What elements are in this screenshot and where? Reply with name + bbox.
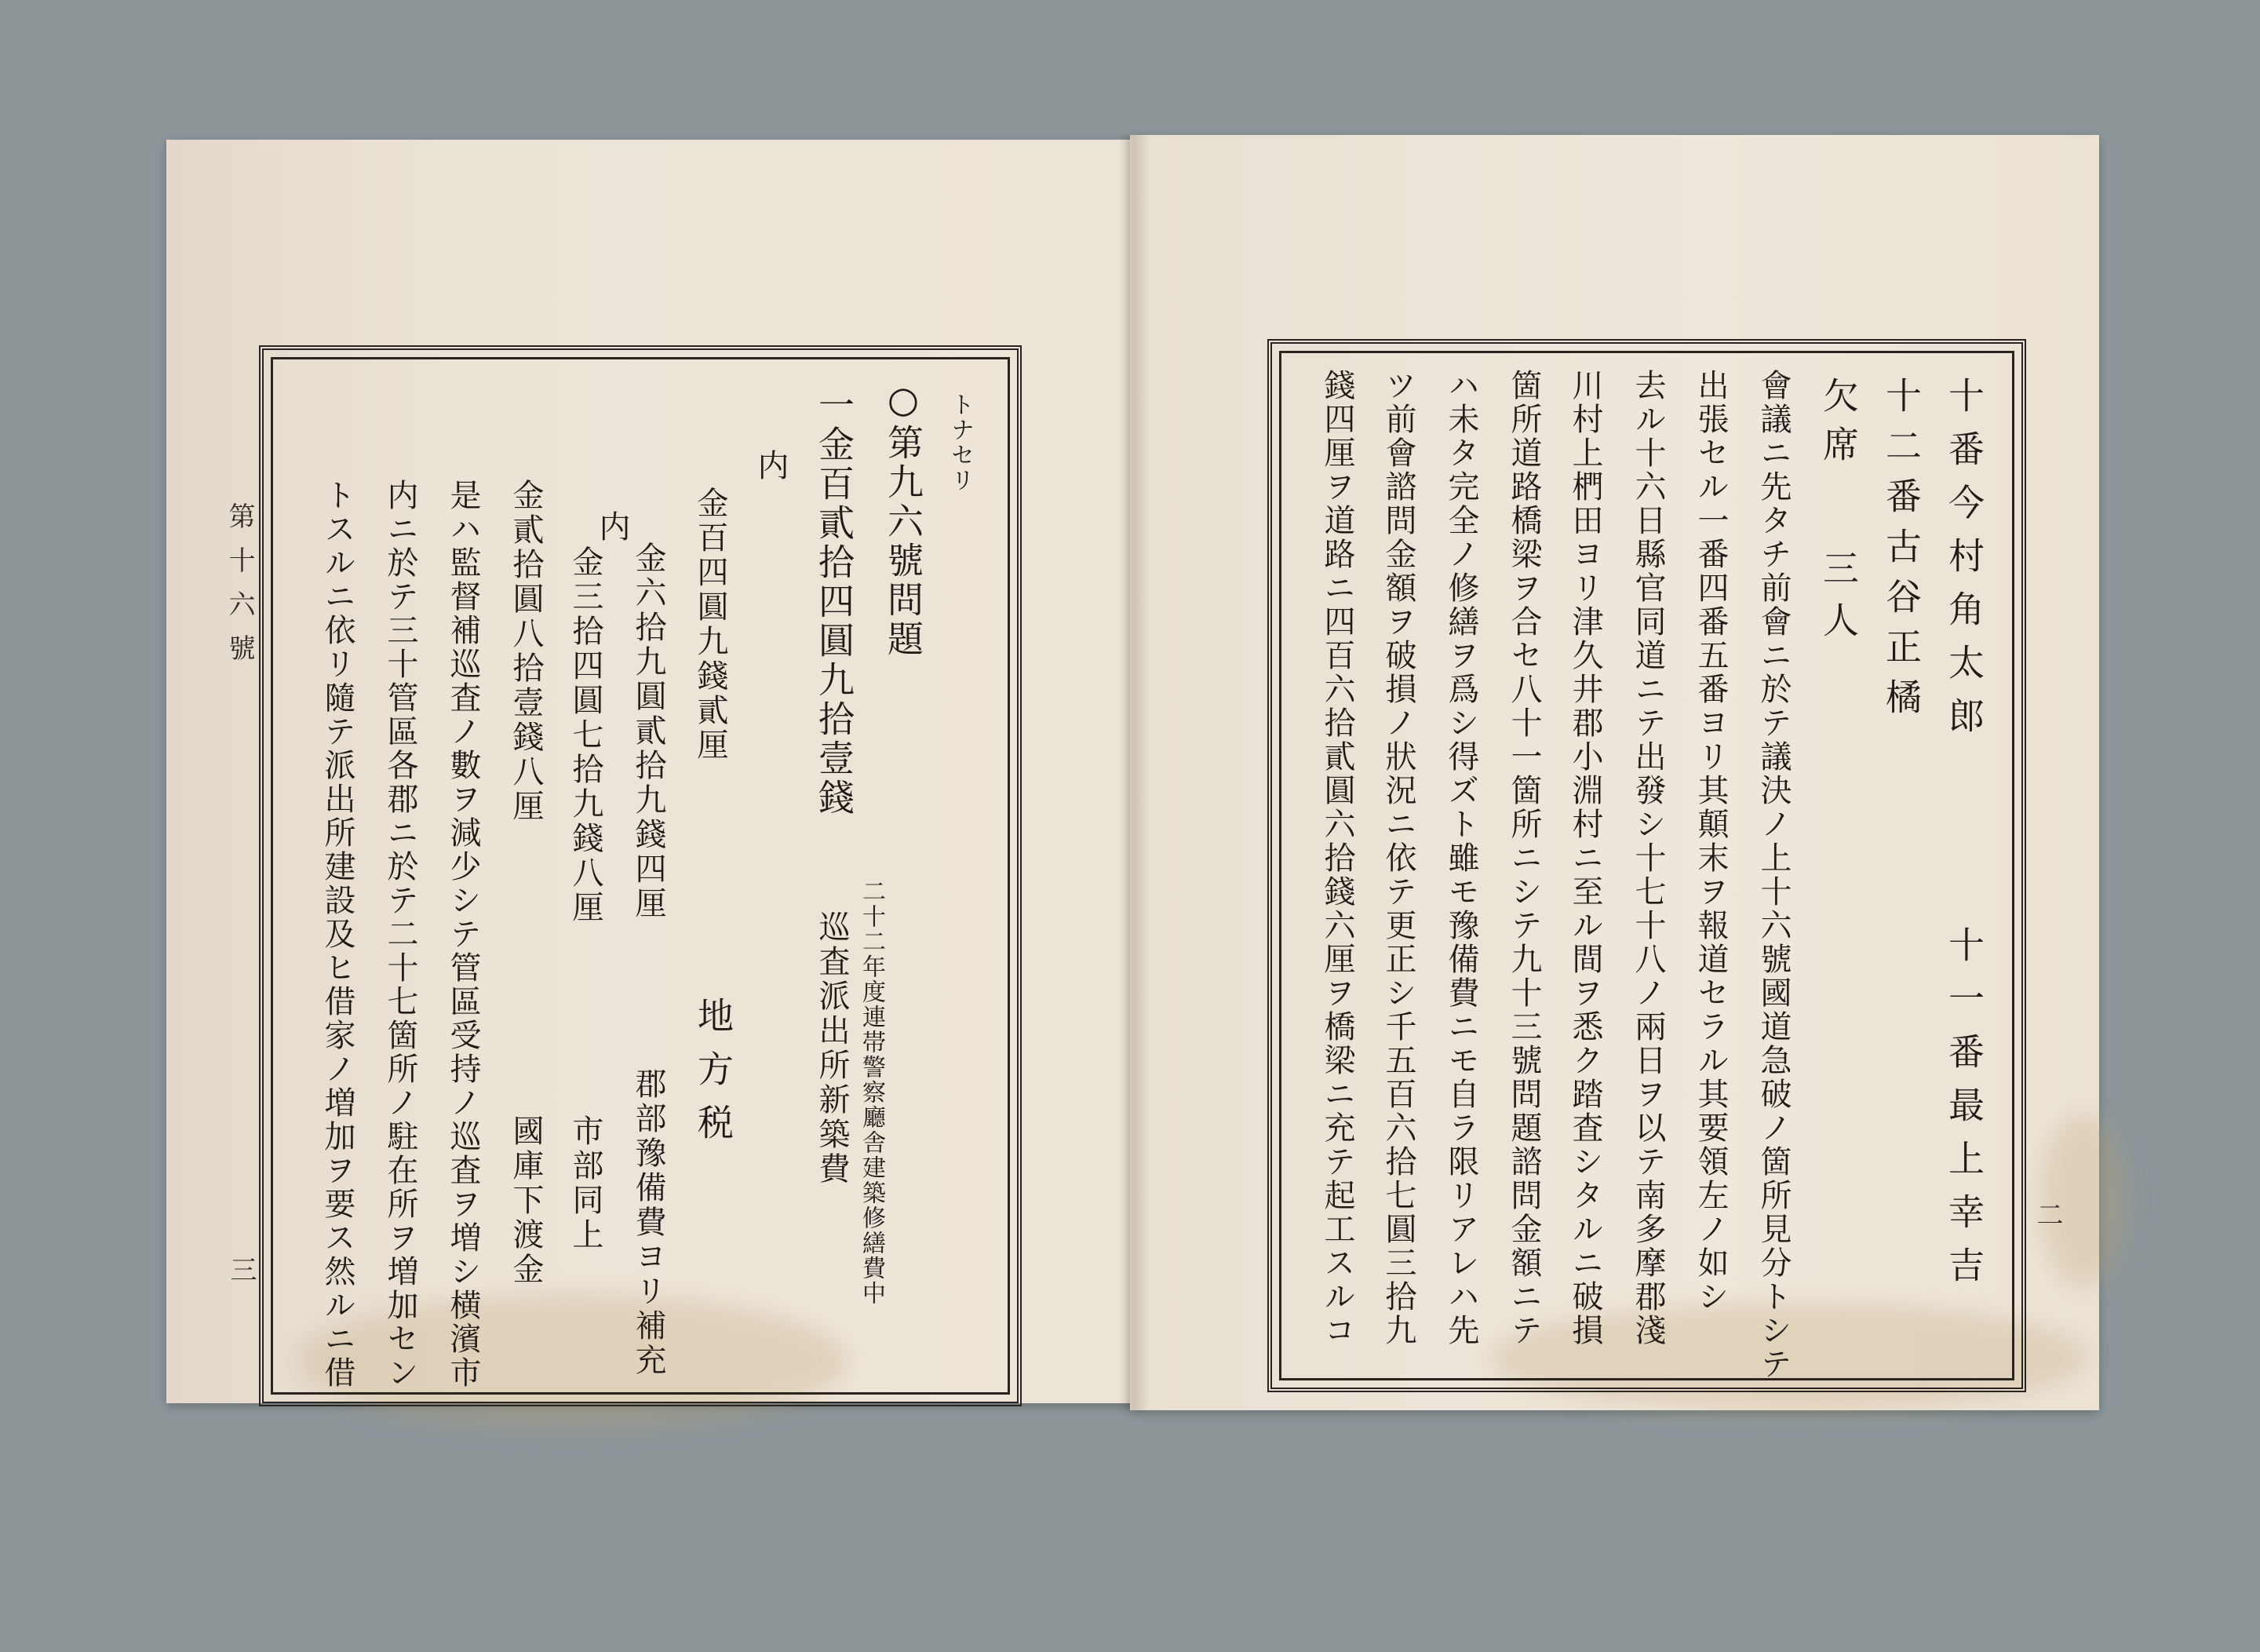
page-number: 三 (225, 1256, 257, 1285)
text-column: 郡部豫備費ヨリ補充 (630, 1067, 666, 1378)
text-column: 金貳拾圓八拾壹錢八厘 (508, 479, 544, 824)
absent-count: 三人 (1817, 549, 1860, 653)
text-column: 國庫下渡金 (508, 1114, 544, 1287)
text-column: 出張セル一番四番五番ヨリ其顛末ヲ報道セラル其要領左ノ如シ (1693, 369, 1729, 1314)
text-column: トスルニ依リ隨テ派出所建設及ヒ借家ノ増加ヲ要ス然ルニ借 (319, 479, 355, 1390)
text-column: 金六拾九圓貳拾九錢四厘 (630, 542, 666, 921)
text-column: 錢四厘ヲ道路ニ四百六拾貳圓六拾錢六厘ヲ橋梁ニ充テ起工スルコ (1319, 369, 1355, 1347)
text-column: 市部同上 (567, 1114, 603, 1253)
text-column: 内ニ於テ三十管區各郡ニ於テ二十七箇所ノ駐在所ヲ増加セン (382, 479, 418, 1390)
text-column: 川村上椚田ヨリ津久井郡小淵村ニ至ル間ヲ悉ク踏査シタルニ破損 (1567, 369, 1603, 1347)
member-entry: 十一番最上幸吉 (1943, 926, 1985, 1300)
absent-label: 欠席 (1817, 377, 1860, 474)
text-column: トナセリ (946, 392, 974, 493)
text-column: 金百四圓九錢貳厘 (692, 487, 728, 763)
member-entry: 十二番古谷正橘 (1880, 377, 1923, 728)
page-number: 二 (2032, 1201, 2063, 1231)
text-column: 金三拾四圓七拾九錢八厘 (567, 545, 603, 925)
text-column: 一金百貳拾四圓九拾壹錢 (813, 386, 855, 818)
text-column: 内 (594, 510, 630, 545)
text-column: 會議ニ先タチ前會ニ於テ議決ノ上十六號國道急破ノ箇所見分トシテ (1755, 369, 1792, 1381)
text-column: 去ル十六日縣官同道ニテ出發シ十七十八ノ兩日ヲ以テ南多摩郡淺 (1630, 369, 1666, 1347)
text-column: 地方税 (692, 997, 734, 1157)
text-column: 二十二年度連帯警察廳舎建築修繕費中 (858, 879, 885, 1306)
page-header: 第十六號 (224, 502, 255, 678)
text-column: ハ未タ完全ノ修繕ヲ爲シ得ズト雖モ豫備費ニモ自ラ限リアレハ先 (1443, 369, 1479, 1347)
text-column: 箇所道路橋梁ヲ合セ八十一箇所ニシテ九十三號問題諮問金額ニテ (1506, 369, 1542, 1347)
question-heading: ○第九六號問題 (882, 378, 924, 659)
text-column: ツ前會諮問金額ヲ破損ノ狀況ニ依テ更正シ千五百六拾七圓三拾九 (1380, 369, 1416, 1347)
book-gutter (1118, 135, 1150, 1410)
text-column: 是ハ監督補巡査ノ數ヲ減少シテ管區受持ノ巡査ヲ増シ横濱市 (445, 479, 481, 1390)
text-column: 内 (753, 449, 789, 483)
text-column: 巡査派出所新築費 (814, 910, 850, 1187)
member-entry: 十番今村角太郎 (1943, 377, 1985, 750)
